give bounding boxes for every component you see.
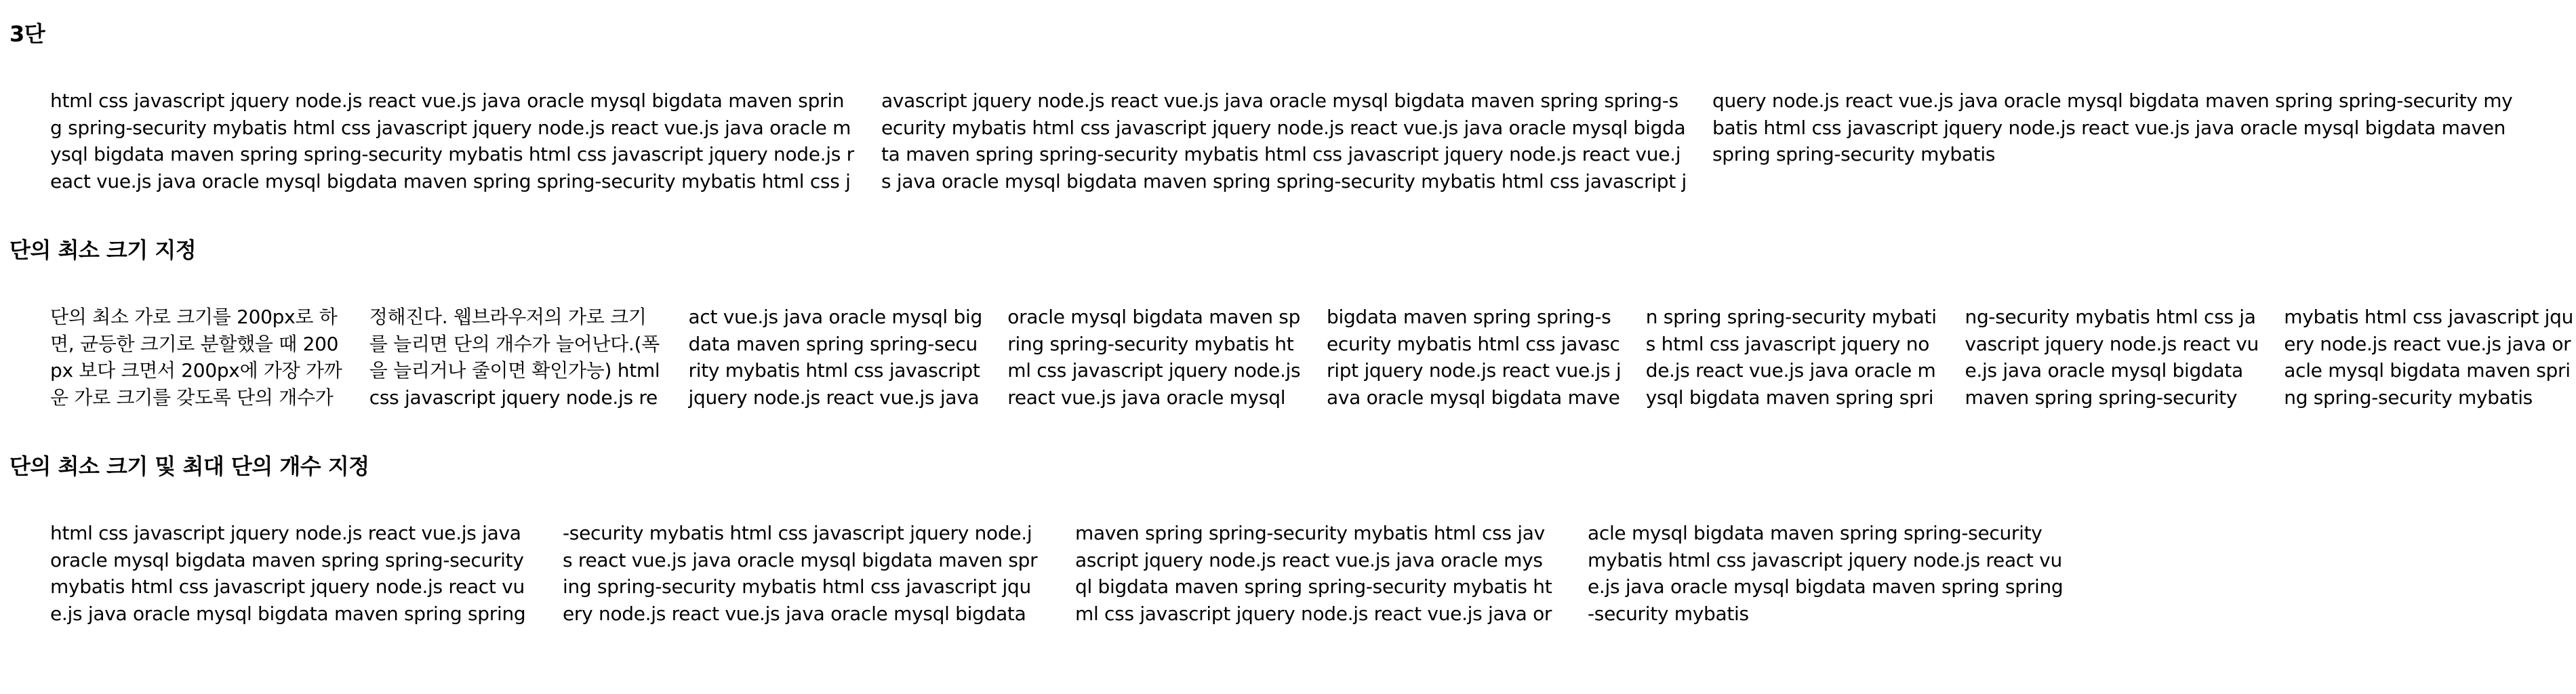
min-width-column-text-block: 단의 최소 가로 크기를 200px로 하면, 균등한 크기로 분할했을 때 200px 보다 크면서 200px에 가장 가까운 가로 크기를 갖도록 단의 개수가 정해진다. 웹브라우저의 가로 크기를 늘리면 단의 개수가 늘어난다.(폭을 늘리거나 줄이면 확인가능) html css javascript jquery node.js react vue.js java oracle mysql bigdata maven spring spring-security mybatis html css javascript jquery node.js react vue.js java oracle mysql bigdata maven spring spring-security mybatis html css javascript jquery node.js react vue.js java oracle mysql bigdata maven spring spring-security mybatis html css javascript jquery node.js react vue.js java oracle mysql bigdata maven spring spring-security mybatis html css javascript jquery node.js react vue.js java oracle mysql bigdata maven spring spring-security mybatis html css javascript jquery node.js react vue.js java oracle mysql bigdata maven spring spring-security mybatis html css javascript jquery node.js react vue.js java oracle mysql bigdata maven spring spring-security mybatis [50, 306, 2574, 409]
three-column-text-block: html css javascript jquery node.js react vue.js java oracle mysql bigdata maven spring spring-security mybatis html css javascript jquery node.js react vue.js java oracle mysql bigdata maven spring spring-security mybatis html css javascript jquery node.js react vue.js java oracle mysql bigdata maven spring spring-security mybatis html css javascript jquery node.js react vue.js java oracle mysql bigdata maven spring spring-security mybatis html css javascript jquery node.js react vue.js java oracle mysql bigdata maven spring spring-security mybatis html css javascript jquery node.js react vue.js java oracle mysql bigdata maven spring spring-security mybatis html css javascript jquery node.js react vue.js java oracle mysql bigdata maven spring spring-security mybatis html css javascript jquery node.js react vue.js java oracle mysql bigdata maven spring spring-security mybatis [50, 89, 2513, 192]
section-title-three-columns: 3단 [9, 21, 45, 47]
min-width-max-count-column-text-block: html css javascript jquery node.js react vue.js java oracle mysql bigdata maven spring spring-security mybatis html css javascript jquery node.js react vue.js java oracle mysql bigdata maven spring spring-security mybatis html css javascript jquery node.js react vue.js java oracle mysql bigdata maven spring spring-security mybatis html css javascript jquery node.js react vue.js java oracle mysql bigdata maven spring spring-security mybatis html css javascript jquery node.js react vue.js java oracle mysql bigdata maven spring spring-security mybatis html css javascript jquery node.js react vue.js java oracle mysql bigdata maven spring spring-security mybatis html css javascript jquery node.js react vue.js java oracle mysql bigdata maven spring spring-security mybatis [50, 522, 2064, 625]
section-title-min-width-max-count: 단의 최소 크기 및 최대 단의 개수 지정 [9, 453, 369, 479]
section-title-min-column-width: 단의 최소 크기 지정 [9, 237, 197, 263]
